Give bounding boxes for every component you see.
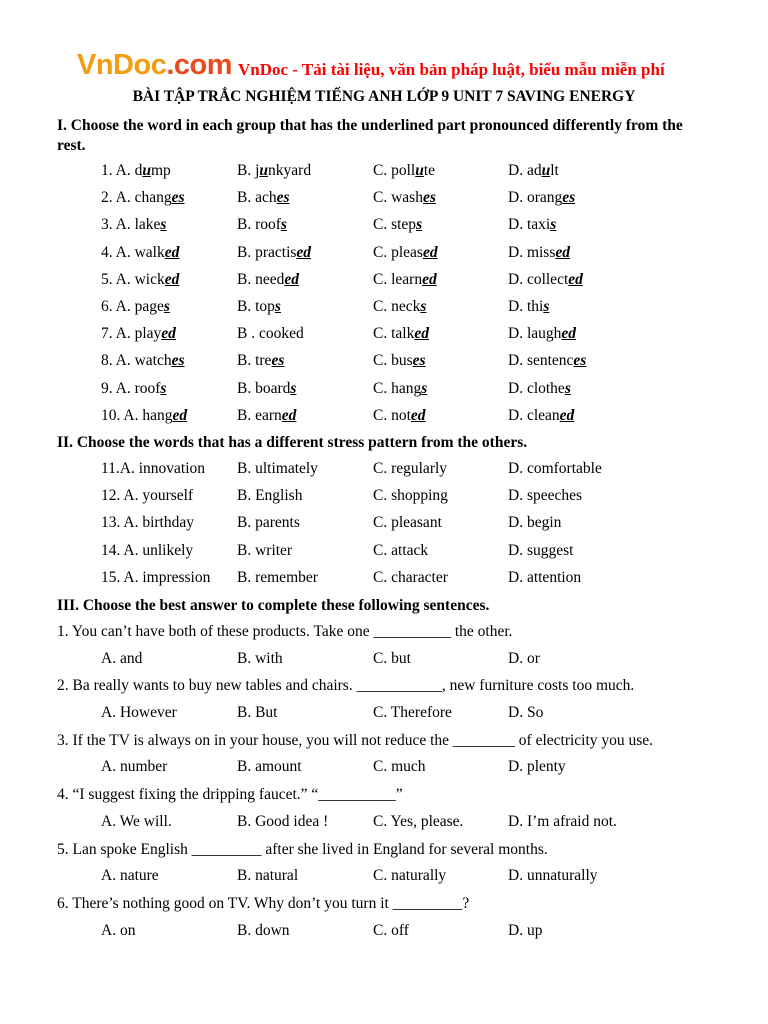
answer-option[interactable]: D. adult: [508, 162, 559, 179]
answer-option[interactable]: D. comfortable: [508, 460, 602, 477]
answer-option[interactable]: C. noted: [373, 406, 426, 424]
answer-option[interactable]: 1. A. dump: [101, 162, 171, 179]
answer-option[interactable]: C. talked: [373, 325, 429, 343]
answer-option[interactable]: C. necks: [373, 298, 427, 315]
answer-option[interactable]: B . cooked: [237, 325, 304, 343]
section-1-heading-line1: I. Choose the word in each group that has the underlined part pronounced differently from the: [57, 117, 683, 134]
answer-option[interactable]: 13. A. birthday: [101, 514, 194, 532]
answer-option[interactable]: C. regularly: [373, 460, 448, 477]
answer-option[interactable]: B. parents: [237, 514, 300, 532]
answer-option[interactable]: B. tops: [237, 298, 281, 315]
answer-option[interactable]: B. natural: [237, 867, 299, 885]
answer-option[interactable]: C. off: [373, 921, 409, 939]
answer-option[interactable]: D. suggest: [508, 541, 574, 559]
answer-option[interactable]: D. So: [508, 703, 544, 721]
answer-option[interactable]: C. character: [373, 568, 448, 586]
logo-dot: .: [166, 49, 174, 81]
answer-option[interactable]: C. much: [373, 758, 426, 776]
answer-option[interactable]: C. pleasant: [373, 514, 442, 532]
answer-option[interactable]: D. speeches: [508, 487, 583, 505]
answer-option[interactable]: D. clothes: [508, 379, 571, 397]
answer-option[interactable]: B. writer: [237, 541, 293, 559]
answer-option[interactable]: 3. A. lakes: [101, 216, 167, 234]
answer-option[interactable]: B. down: [237, 921, 290, 939]
answer-option[interactable]: 14. A. unlikely: [101, 541, 194, 559]
answer-option[interactable]: D. I’m afraid not.: [508, 812, 617, 830]
question-text: 5. Lan spoke English _________ after she lived in England for several months.: [57, 840, 548, 858]
answer-option[interactable]: A. However: [101, 703, 177, 721]
answer-option[interactable]: 9. A. roofs: [101, 379, 167, 397]
answer-option[interactable]: 11.A. innovation: [101, 460, 206, 477]
answer-option[interactable]: A. and: [101, 649, 143, 667]
answer-option[interactable]: D. cleaned: [508, 406, 575, 424]
section-1-heading: [57, 116, 737, 156]
answer-option[interactable]: D. attention: [508, 568, 582, 586]
answer-option[interactable]: C. steps: [373, 216, 423, 234]
answer-option[interactable]: D. oranges: [508, 189, 576, 207]
answer-option[interactable]: 8. A. watches: [101, 352, 185, 370]
answer-option[interactable]: B. practised: [237, 243, 312, 261]
answer-option[interactable]: C. pollute: [373, 162, 436, 179]
section-1-heading-line2: rest.: [57, 137, 86, 154]
answer-option[interactable]: C. buses: [373, 352, 426, 370]
answer-option[interactable]: B. trees: [237, 352, 285, 370]
answer-option[interactable]: B. junkyard: [237, 162, 312, 179]
answer-option[interactable]: D. sentences: [508, 352, 587, 370]
answer-option[interactable]: D. laughed: [508, 325, 577, 343]
question-text: 4. “I suggest fixing the dripping faucet.” “__________”: [57, 786, 403, 804]
section-3-heading: III. Choose the best answer to complete these following sentences.: [57, 597, 490, 614]
question-text: 2. Ba really wants to buy new tables and chairs. ___________, new furniture costs too much.: [57, 677, 635, 695]
answer-option[interactable]: C. pleased: [373, 243, 438, 261]
answer-option[interactable]: B. with: [237, 649, 283, 667]
answer-option[interactable]: C. Yes, please.: [373, 812, 464, 830]
question-text: 3. If the TV is always on in your house, you will not reduce the ________ of electricity you use.: [57, 731, 654, 749]
answer-option[interactable]: B. But: [237, 703, 278, 721]
answer-option[interactable]: B. needed: [237, 270, 299, 288]
answer-option[interactable]: 4. A. walked: [101, 243, 180, 261]
answer-option[interactable]: C. naturally: [373, 867, 447, 885]
answer-option[interactable]: C. attack: [373, 541, 429, 559]
answer-option[interactable]: B. boards: [237, 379, 297, 397]
answer-option[interactable]: C. shopping: [373, 487, 448, 505]
answer-option[interactable]: C. learned: [373, 270, 437, 288]
answer-option[interactable]: A. on: [101, 921, 136, 939]
vndoc-logo[interactable]: [77, 50, 232, 80]
answer-option[interactable]: B. roofs: [237, 216, 287, 234]
answer-option[interactable]: 15. A. impression: [101, 568, 211, 586]
answer-option[interactable]: 2. A. changes: [101, 189, 185, 207]
answer-option[interactable]: D. begin: [508, 514, 562, 532]
logo-com: com: [173, 49, 233, 81]
answer-option[interactable]: D. collected: [508, 270, 583, 288]
answer-option[interactable]: C. Therefore: [373, 703, 452, 721]
logo-main: VnDoc: [77, 49, 167, 81]
answer-option[interactable]: A. We will.: [101, 812, 172, 830]
answer-option[interactable]: C. washes: [373, 189, 436, 207]
answer-option[interactable]: A. number: [101, 758, 168, 776]
question-text: 6. There’s nothing good on TV. Why don’t you turn it _________?: [57, 895, 470, 912]
answer-option[interactable]: C. but: [373, 649, 411, 667]
answer-option[interactable]: 7. A. played: [101, 325, 176, 343]
answer-option[interactable]: A. nature: [101, 867, 159, 885]
answer-option[interactable]: B. Good idea !: [237, 812, 329, 830]
answer-option[interactable]: B. ultimately: [237, 460, 318, 477]
answer-option[interactable]: 10. A. hanged: [101, 406, 188, 424]
answer-option[interactable]: B. aches: [237, 189, 290, 207]
answer-option[interactable]: B. remember: [237, 568, 318, 586]
answer-option[interactable]: B. earned: [237, 406, 297, 424]
answer-option[interactable]: 5. A. wicked: [101, 270, 180, 288]
answer-option[interactable]: D. up: [508, 921, 543, 939]
answer-option[interactable]: D. plenty: [508, 758, 566, 776]
answer-option[interactable]: 6. A. pages: [101, 298, 170, 315]
answer-option[interactable]: D. unnaturally: [508, 867, 598, 885]
section-2-heading: II. Choose the words that has a different stress pattern from the others.: [57, 434, 528, 451]
answer-option[interactable]: B. amount: [237, 758, 302, 776]
answer-option[interactable]: D. taxis: [508, 216, 557, 234]
answer-option[interactable]: D. missed: [508, 243, 571, 261]
answer-option[interactable]: D. this: [508, 298, 550, 315]
question-text: 1. You can’t have both of these products. Take one __________ the other.: [57, 623, 513, 640]
answer-option[interactable]: 12. A. yourself: [101, 487, 194, 505]
answer-option[interactable]: C. hangs: [373, 379, 428, 397]
answer-option[interactable]: B. English: [237, 487, 303, 505]
answer-option[interactable]: D. or: [508, 649, 540, 667]
document-title: BÀI TẬP TRẮC NGHIỆM TIẾNG ANH LỚP 9 UNIT 7 SAVING ENERGY: [132, 88, 636, 105]
tagline: VnDoc - Tải tài liệu, văn bản pháp luật, biểu mẫu miễn phí: [238, 60, 665, 79]
